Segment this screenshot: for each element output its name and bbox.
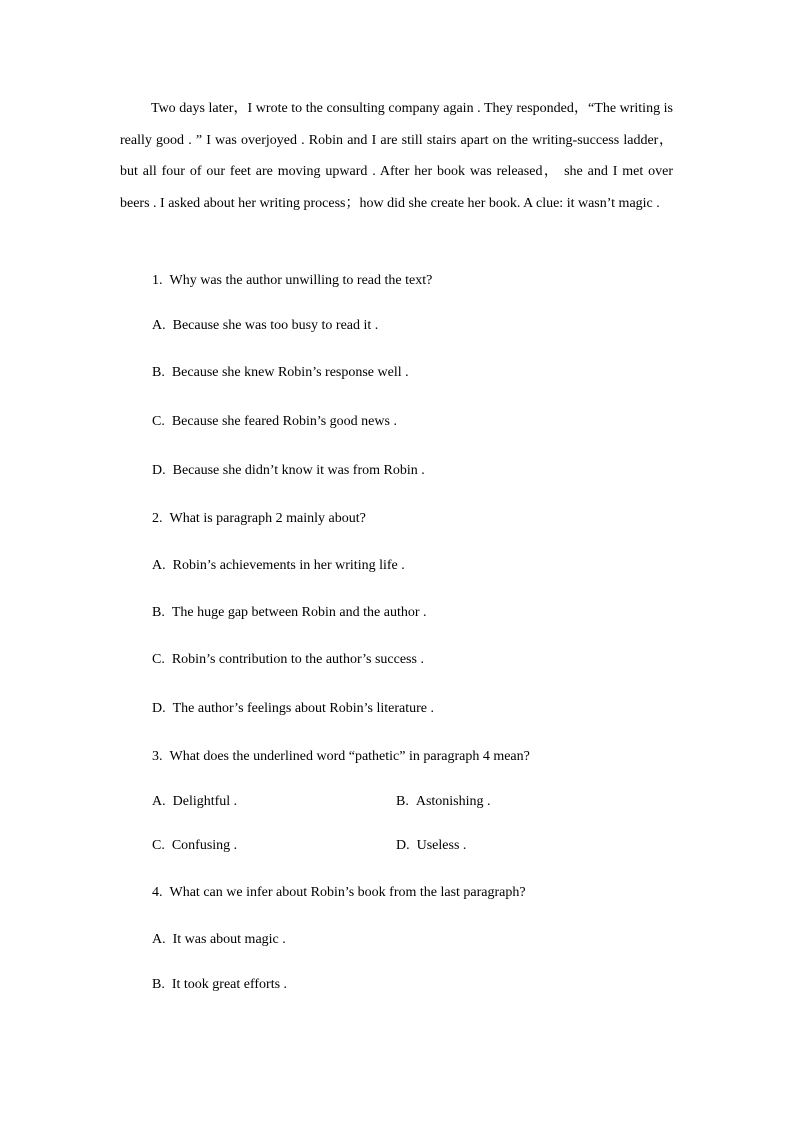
option-text: The huge gap between Robin and the author .: [171, 605, 427, 620]
option-2c: [152, 650, 424, 670]
option-letter: A.: [152, 932, 166, 947]
option-1d: [152, 461, 425, 481]
question-text: Why was the author unwilling to read the text?: [169, 273, 433, 288]
question-number: 1.: [152, 273, 163, 288]
question-text: What does the underlined word “pathetic” in paragraph 4 mean?: [169, 749, 530, 764]
option-text: Because she didn’t know it was from Robin .: [172, 463, 425, 478]
option-4b: [152, 975, 287, 995]
option-4a: [152, 930, 286, 950]
option-text: Because she feared Robin’s good news .: [171, 414, 397, 429]
option-text: Robin’s achievements in her writing life .: [172, 558, 405, 573]
option-text: The author’s feelings about Robin’s literature .: [172, 701, 435, 716]
option-letter: C.: [152, 652, 165, 667]
question-4: [152, 883, 526, 903]
option-2b: [152, 603, 427, 623]
option-letter: D.: [396, 838, 410, 853]
option-letter: B.: [152, 977, 165, 992]
option-text: It took great efforts .: [171, 977, 288, 992]
option-text: Because she knew Robin’s response well .: [171, 365, 409, 380]
option-1b: [152, 363, 409, 383]
option-text: Astonishing .: [415, 794, 491, 809]
option-text: It was about magic .: [172, 932, 286, 947]
option-text: Useless .: [416, 838, 467, 853]
question-2: [152, 509, 366, 529]
option-text: Robin’s contribution to the author’s success .: [171, 652, 424, 667]
option-3d: [396, 836, 466, 856]
question-1: [152, 271, 432, 291]
option-letter: C.: [152, 414, 165, 429]
option-letter: B.: [152, 365, 165, 380]
option-2d: [152, 699, 434, 719]
option-letter: B.: [152, 605, 165, 620]
option-3b: [396, 792, 491, 812]
option-letter: A.: [152, 318, 166, 333]
option-letter: D.: [152, 463, 166, 478]
option-letter: D.: [152, 701, 166, 716]
option-3a: [152, 792, 237, 812]
option-letter: C.: [152, 838, 165, 853]
option-3c: [152, 836, 237, 856]
question-text: What can we infer about Robin’s book from the last paragraph?: [169, 885, 526, 900]
question-3: [152, 747, 530, 767]
option-1c: [152, 412, 397, 432]
option-letter: A.: [152, 558, 166, 573]
option-1a: [152, 316, 378, 336]
question-number: 3.: [152, 749, 163, 764]
passage-paragraph: [120, 93, 673, 219]
option-text: Delightful .: [172, 794, 238, 809]
question-number: 4.: [152, 885, 163, 900]
option-2a: [152, 556, 405, 576]
option-text: Because she was too busy to read it .: [172, 318, 379, 333]
question-number: 2.: [152, 511, 163, 526]
option-letter: B.: [396, 794, 409, 809]
option-text: Confusing .: [171, 838, 238, 853]
passage-text: Two days later，I wrote to the consulting company again . They responded，“The writing is really good . ” I was overjoyed . Robin and I are still stairs apart on the writing-success ladder， but all four of our feet are moving upward . After her book was released， she and I met over beers . I asked about her writing process；how did she create her book. A clue: it wasn’t magic .: [120, 101, 673, 211]
question-text: What is paragraph 2 mainly about?: [169, 511, 366, 526]
option-letter: A.: [152, 794, 166, 809]
